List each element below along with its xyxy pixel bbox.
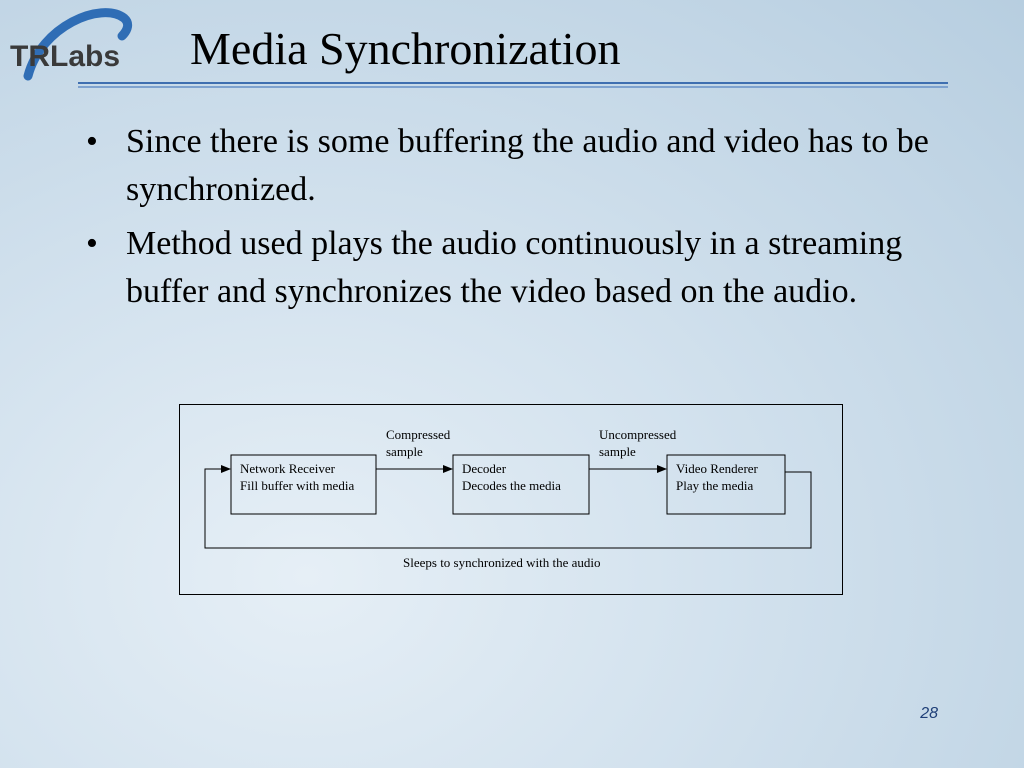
- svg-text:TRLabs: TRLabs: [10, 40, 121, 73]
- slide-title: Media Synchronization: [190, 23, 621, 74]
- decoder-label: Decoder Decodes the media: [462, 461, 561, 493]
- compressed-sample-label: Compressed sample: [386, 427, 451, 459]
- bullet-dot-icon: •: [86, 123, 98, 160]
- title-rule: [78, 82, 948, 89]
- bullet-item: [80, 118, 960, 214]
- network-receiver-label: Network Receiver Fill buffer with media: [240, 461, 355, 493]
- bullet-text: Method used plays the audio continuously in a streaming buffer and synchronizes the video based on the audio.: [126, 225, 903, 310]
- video-renderer-label: Video Renderer Play the media: [676, 461, 758, 493]
- pipeline-diagram: [179, 404, 843, 595]
- uncompressed-sample-label: Uncompressed sample: [599, 427, 677, 459]
- bullet-dot-icon: •: [86, 225, 98, 262]
- bullet-item: [80, 220, 960, 316]
- bullet-list: [80, 118, 960, 322]
- page-number: 28: [920, 705, 938, 722]
- bullet-text: Since there is some buffering the audio and video has to be synchronized.: [126, 123, 929, 208]
- feedback-label: Sleeps to synchronized with the audio: [403, 555, 601, 570]
